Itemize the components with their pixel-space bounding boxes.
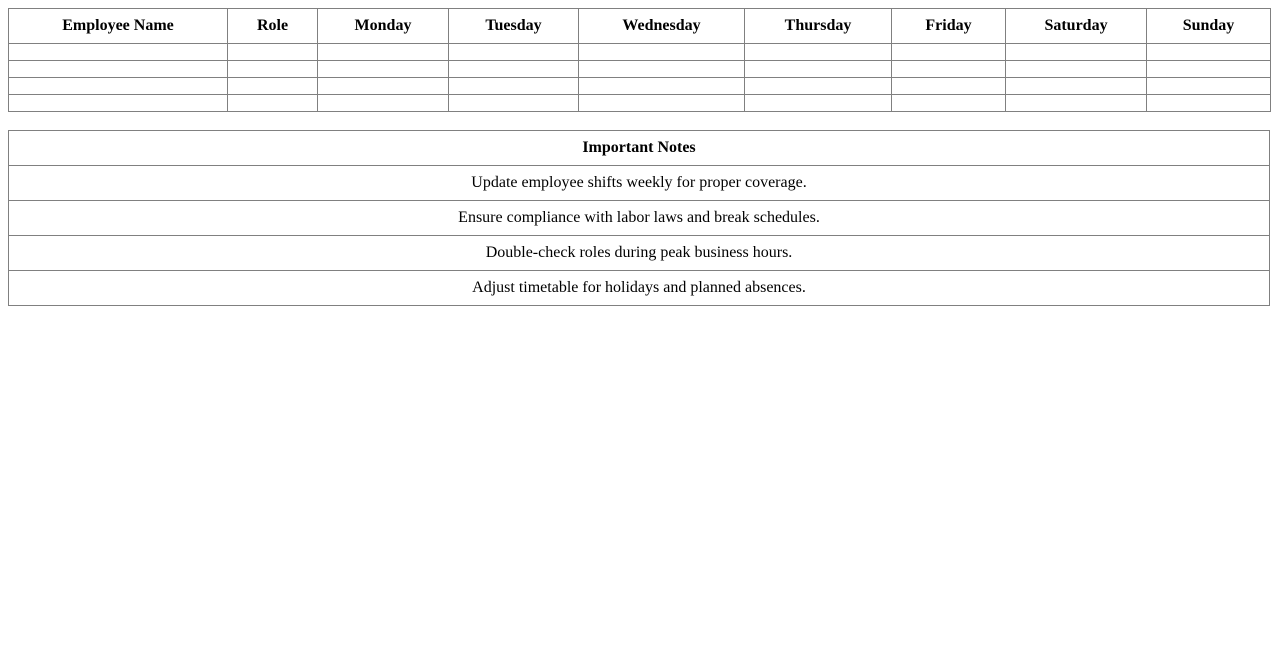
table-cell [1006,78,1147,95]
table-cell [579,95,745,112]
header-tuesday: Tuesday [449,9,579,44]
table-cell [579,61,745,78]
table-cell [892,61,1006,78]
table-cell [9,95,228,112]
table-cell [579,78,745,95]
note-text: Ensure compliance with labor laws and break schedules. [9,201,1270,236]
header-saturday: Saturday [1006,9,1147,44]
table-row [9,78,1271,95]
header-friday: Friday [892,9,1006,44]
schedule-header-row [9,9,1271,44]
table-cell [9,61,228,78]
header-monday: Monday [318,9,449,44]
table-cell [9,78,228,95]
note-text: Adjust timetable for holidays and planned absences. [9,271,1270,306]
table-cell [1006,44,1147,61]
header-employee-name: Employee Name [9,9,228,44]
table-cell [449,95,579,112]
table-cell [228,61,318,78]
notes-table [8,130,1270,306]
table-cell [318,78,449,95]
list-item [9,271,1270,306]
table-cell [1006,61,1147,78]
header-role: Role [228,9,318,44]
header-sunday: Sunday [1147,9,1271,44]
list-item [9,236,1270,271]
table-cell [1147,95,1271,112]
table-cell [318,95,449,112]
table-cell [228,95,318,112]
table-cell [1147,78,1271,95]
table-cell [892,44,1006,61]
table-cell [449,61,579,78]
table-row [9,61,1271,78]
table-cell [745,95,892,112]
notes-header-row [9,131,1270,166]
schedule-table [8,8,1271,112]
header-thursday: Thursday [745,9,892,44]
table-cell [892,78,1006,95]
page [0,0,1278,306]
note-text: Double-check roles during peak business hours. [9,236,1270,271]
header-wednesday: Wednesday [579,9,745,44]
table-cell [579,44,745,61]
table-cell [745,61,892,78]
list-item [9,166,1270,201]
table-row [9,95,1271,112]
table-cell [228,78,318,95]
note-text: Update employee shifts weekly for proper coverage. [9,166,1270,201]
notes-title: Important Notes [9,131,1270,166]
table-cell [318,61,449,78]
table-cell [1147,61,1271,78]
table-cell [745,78,892,95]
table-cell [449,44,579,61]
table-cell [318,44,449,61]
table-cell [1147,44,1271,61]
table-cell [228,44,318,61]
table-cell [1006,95,1147,112]
table-cell [892,95,1006,112]
table-cell [9,44,228,61]
table-cell [745,44,892,61]
list-item [9,201,1270,236]
table-row [9,44,1271,61]
table-cell [449,78,579,95]
